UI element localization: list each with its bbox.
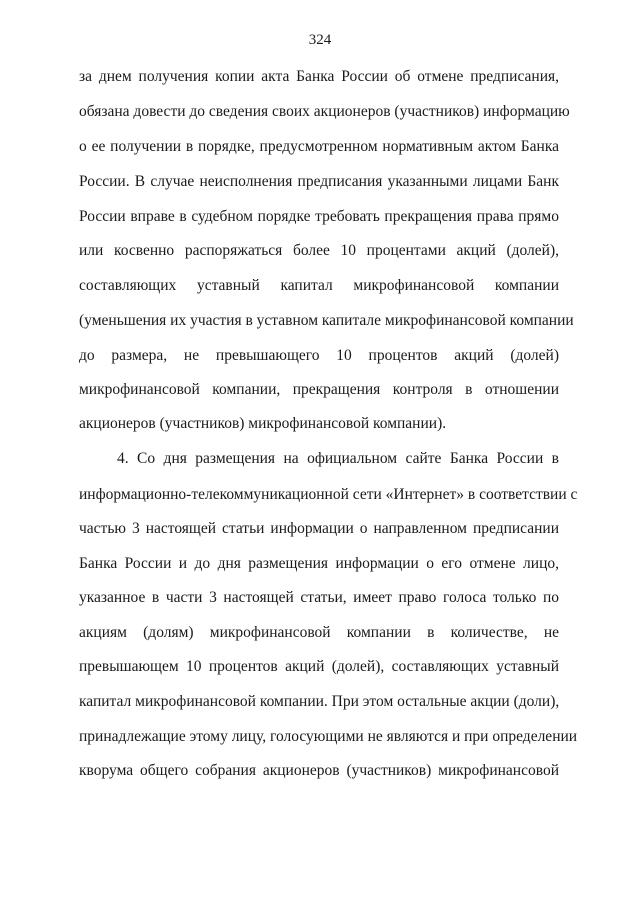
text-line: (уменьшения их участия в уставном капитале микрофинансовой компании bbox=[79, 312, 574, 329]
text-line: до размера, не превышающего 10 процентов акций (долей) bbox=[79, 347, 559, 364]
text-line: превышающем 10 процентов акций (долей), составляющих уставный bbox=[79, 658, 559, 675]
text-line: или косвенно распоряжаться более 10 процентами акций (долей), bbox=[79, 242, 559, 259]
text-line: России вправе в судебном порядке требовать прекращения права прямо bbox=[79, 208, 559, 225]
text-line: акционеров (участников) микрофинансовой компании). bbox=[79, 415, 447, 432]
text-line: капитал микрофинансовой компании. При этом остальные акции (доли), bbox=[79, 693, 560, 710]
text-line: о ее получении в порядке, предусмотренном нормативным актом Банка bbox=[79, 138, 559, 155]
text-line: принадлежащие этому лицу, голосующими не являются и при определении bbox=[79, 728, 578, 745]
paragraph-start-line: 4. Со дня размещения на официальном сайте Банка России в bbox=[117, 450, 559, 467]
text-line: информационно-телекоммуникационной сети «Интернет» в соответствии с bbox=[79, 486, 578, 503]
text-line: кворума общего собрания акционеров (участников) микрофинансовой bbox=[79, 762, 559, 779]
text-line: составляющих уставный капитал микрофинансовой компании bbox=[79, 277, 559, 294]
text-line: микрофинансовой компании, прекращения контроля в отношении bbox=[79, 381, 559, 398]
text-line: за днем получения копии акта Банка России об отмене предписания, bbox=[79, 68, 559, 85]
page-number: 324 bbox=[308, 32, 332, 48]
text-line: обязана довести до сведения своих акционеров (участников) информацию bbox=[79, 103, 570, 120]
text-line: частью 3 настоящей статьи информации о направленном предписании bbox=[79, 520, 559, 537]
text-line: указанное в части 3 настоящей статьи, имеет право голоса только по bbox=[79, 589, 559, 606]
text-line: акциям (долям) микрофинансовой компании в количестве, не bbox=[79, 624, 559, 641]
text-line: Банка России и до дня размещения информации о его отмене лицо, bbox=[79, 555, 559, 572]
text-line: России. В случае неисполнения предписания указанными лицами Банк bbox=[79, 173, 559, 190]
